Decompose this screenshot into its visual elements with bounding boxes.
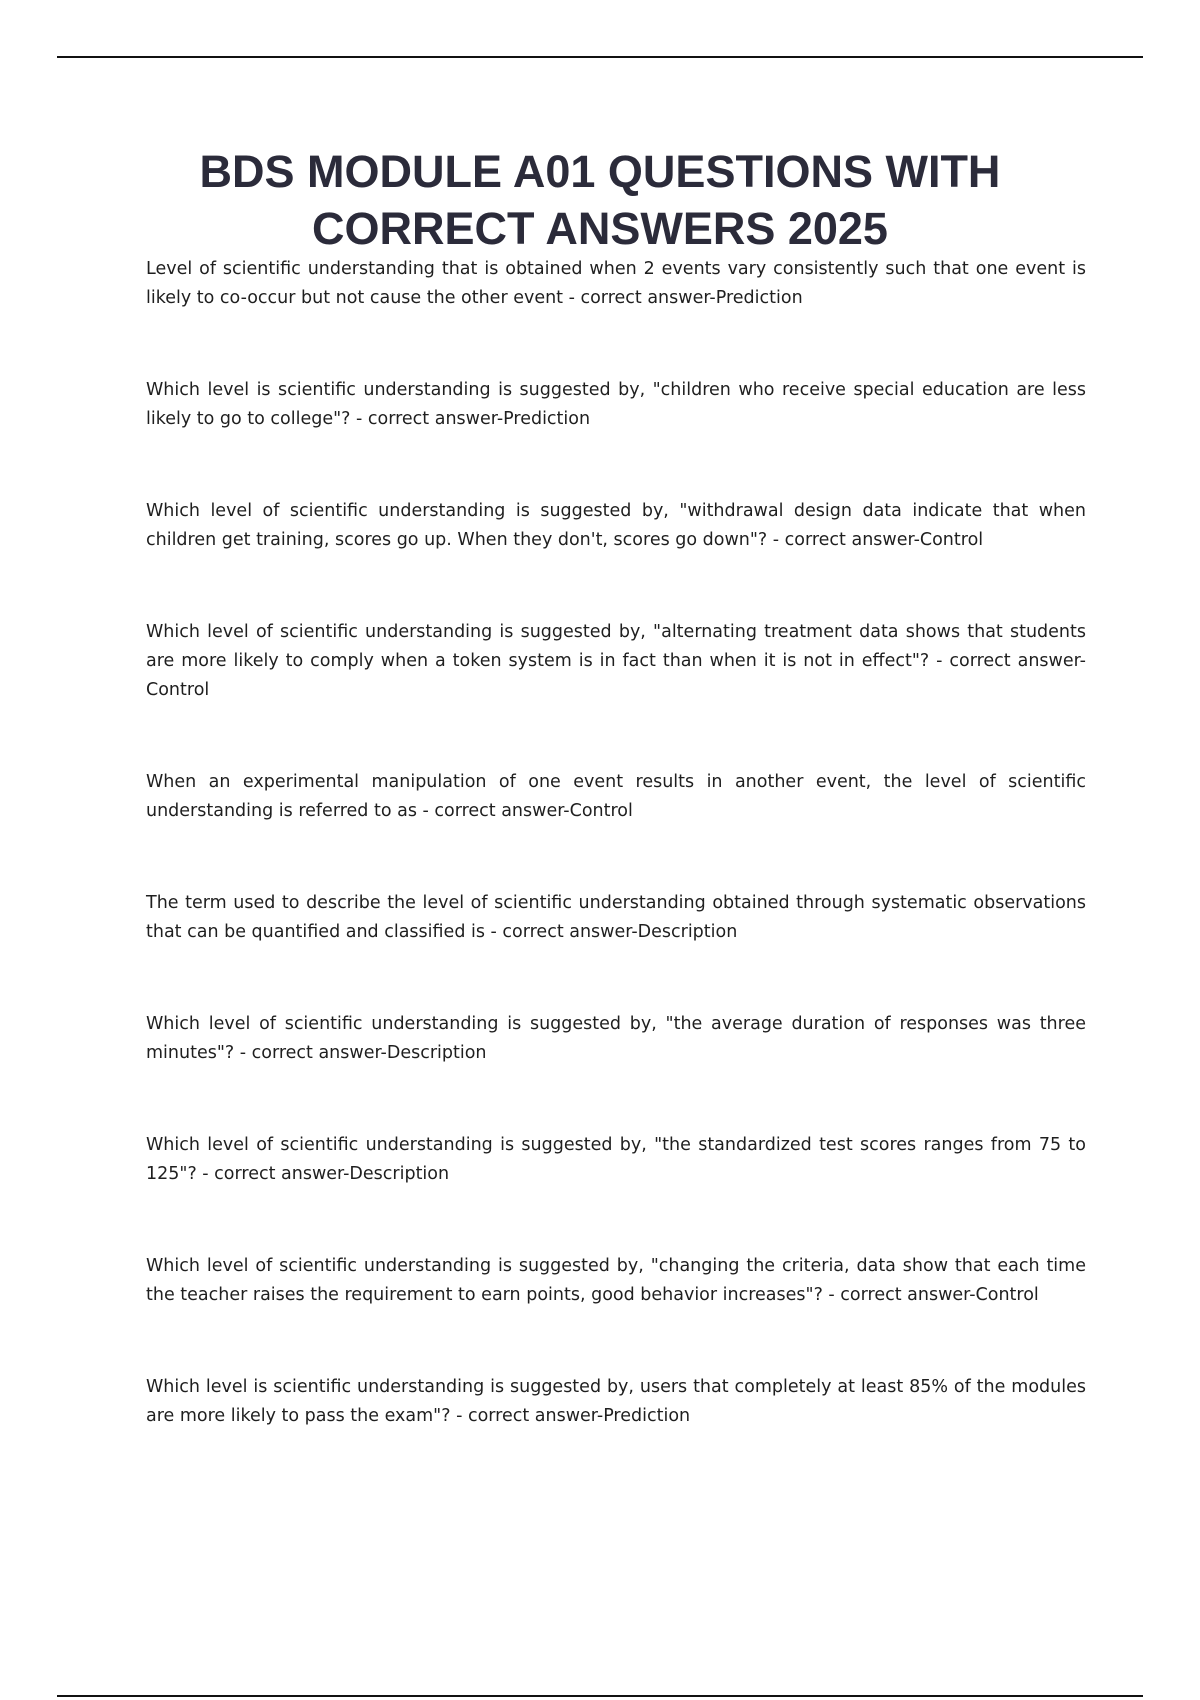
top-rule [57, 56, 1143, 58]
document-title [100, 143, 1100, 257]
title-line-2: CORRECT ANSWERS 2025 [312, 203, 888, 254]
qa-item: Which level is scientific understanding is suggested by, users that completely at least 85% of the modules are more likely to pass the exam"? - correct answer-Prediction [146, 1377, 1086, 1426]
qa-item: Which level of scientific understanding is suggested by, "changing the criteria, data show that each time the teacher raises the requirement to earn points, good behavior increases"? - correct answer-Control [146, 1256, 1086, 1305]
qa-item: Level of scientific understanding that is obtained when 2 events vary consistently such that one event is likely to co-occur but not cause the other event - correct answer-Prediction [146, 259, 1086, 308]
question-answer-list [146, 255, 1086, 1494]
bottom-rule [57, 1695, 1143, 1697]
qa-item: Which level of scientific understanding is suggested by, "alternating treatment data shows that students are more likely to comply when a token system is in fact than when it is not in effect"? - correct answer-Control [146, 622, 1086, 700]
qa-item: Which level of scientific understanding is suggested by, "withdrawal design data indicate that when children get training, scores go up. When they don't, scores go down"? - correct answer-Control [146, 501, 1086, 550]
qa-item: When an experimental manipulation of one event results in another event, the level of scientific understanding is referred to as - correct answer-Control [146, 772, 1086, 821]
qa-item: Which level of scientific understanding is suggested by, "the standardized test scores ranges from 75 to 125"? - correct answer-Description [146, 1135, 1086, 1184]
qa-item: Which level is scientific understanding is suggested by, "children who receive special education are less likely to go to college"? - correct answer-Prediction [146, 380, 1086, 429]
title-line-1: BDS MODULE A01 QUESTIONS WITH [199, 146, 1001, 197]
qa-item: The term used to describe the level of scientific understanding obtained through systematic observations that can be quantified and classified is - correct answer-Description [146, 893, 1086, 942]
qa-item: Which level of scientific understanding is suggested by, "the average duration of responses was three minutes"? - correct answer-Description [146, 1014, 1086, 1063]
